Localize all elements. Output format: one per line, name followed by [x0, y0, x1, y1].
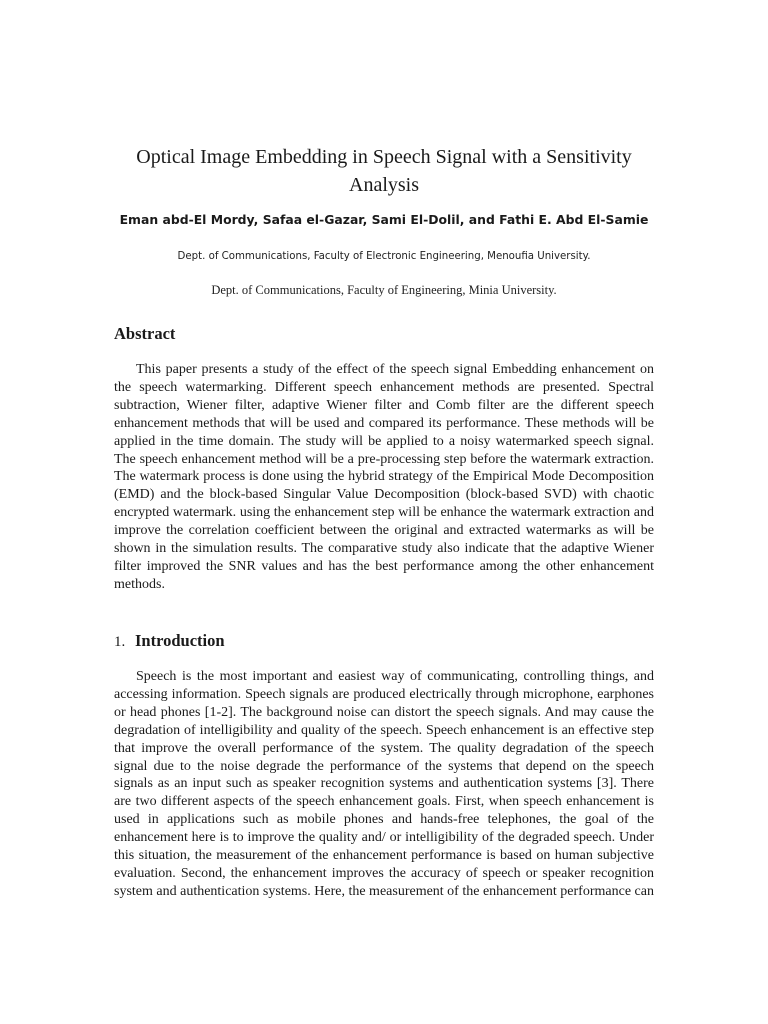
section-title: Introduction — [135, 631, 225, 650]
abstract-heading: Abstract — [114, 324, 176, 343]
introduction-body: Speech is the most important and easiest way of communicating, controlling things, and accessing information. Speech signals are produced electrically through microphone, earphones or head phones [1-2]. The background noise can distort the speech signals. And may cause the degradation of intelligibility and quality of the speech. Speech enhancement is an effective step that improve the overall performance of the system. The quality degradation of the speech signal due to the noise degrade the performance of the systems that depend on the speech signals as an input such as speaker recognition systems and authentication systems [3]. There are two different aspects of the speech enhancement goals. First, when speech enhancement is used in applications such as mobile phones and hands-free telephones, the goal of the enhancement here is to improve the quality and/ or intelligibility of the degraded speech. Under this situation, the measurement of the enhancement performance is based on human subjective evaluation. Second, the enhancement improves the accuracy of speech or speaker recognition system and authentication systems. Here, the measurement of the enhancement performance can — [114, 669, 654, 899]
section-number: 1. — [114, 634, 126, 650]
introduction-heading — [114, 631, 225, 652]
affiliation-1: Dept. of Communications, Faculty of Electronic Engineering, Menoufia University. — [177, 251, 591, 262]
author-list: Eman abd-El Mordy, Safaa el-Gazar, Sami El-Dolil, and Fathi E. Abd El-Samie — [119, 212, 649, 227]
affiliation-2: Dept. of Communications, Faculty of Engineering, Minia University. — [211, 283, 557, 297]
abstract-body: This paper presents a study of the effect of the speech signal Embedding enhancement on the speech watermarking. Different speech enhancement methods are presented. Spectral subtraction, Wiener filter, adaptive Wiener filter and Comb filter are the different speech enhancement methods that will be used and compared its performance. These methods will be applied in the time domain. The study will be applied to a noisy watermarked speech signal. The speech enhancement method will be a pre-processing step before the watermark extraction. The watermark process is done using the hybrid strategy of the Empirical Mode Decomposition (EMD) and the block-based Singular Value Decomposition (block-based SVD) with chaotic encrypted watermark. using the enhancement step will be enhance the watermark extraction and improve the correlation coefficient between the original and extracted watermarks as will be shown in the simulation results. The comparative study also indicate that the adaptive Wiener filter improved the SNR values and has the best performance among the other enhancement methods. — [114, 362, 654, 592]
paper-title: Optical Image Embedding in Speech Signal with a Sensitivity Analysis — [136, 146, 632, 196]
